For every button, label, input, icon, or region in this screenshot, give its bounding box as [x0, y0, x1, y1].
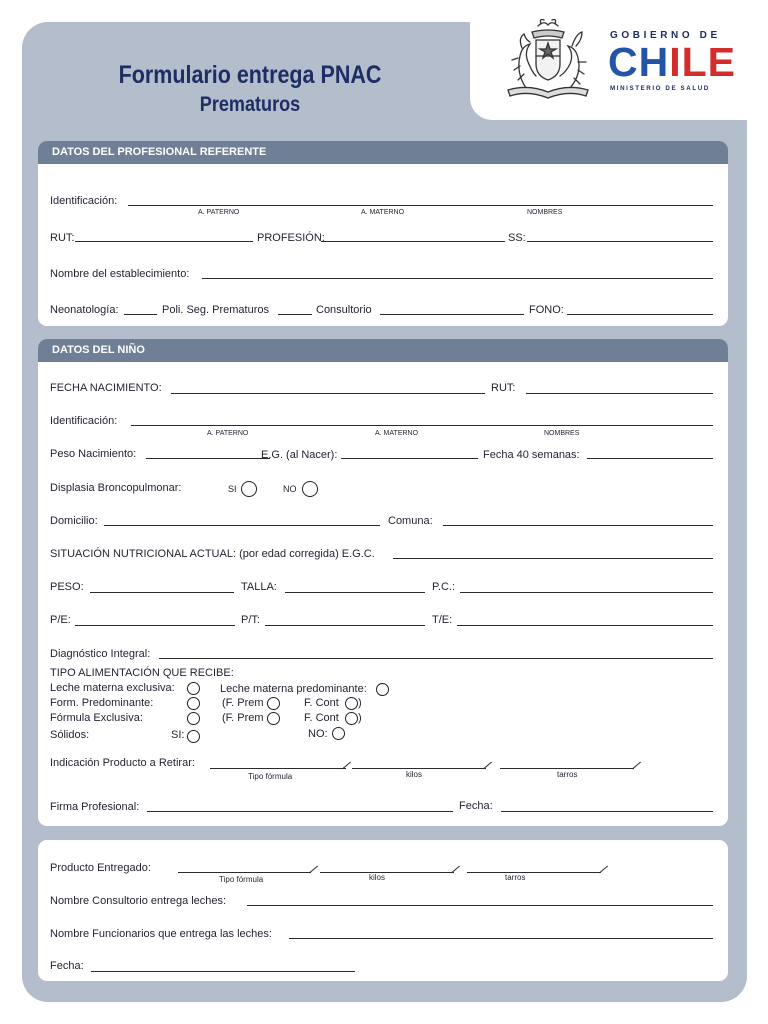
talla-input[interactable] — [285, 592, 425, 593]
neonatologia-input[interactable] — [124, 314, 157, 315]
separator-slash — [483, 762, 492, 770]
pe-input[interactable] — [75, 625, 235, 626]
label-fecha-nacimiento: FECHA NACIMIENTO: — [50, 382, 162, 394]
label-identificacion: Identificación: — [50, 195, 118, 207]
label-indicacion-producto: Indicación Producto a Retirar: — [50, 757, 195, 769]
separator-slash — [309, 866, 318, 874]
label-solidos-si: SI: — [171, 729, 185, 741]
leche-exclusiva-radio[interactable] — [187, 682, 200, 695]
section-title: DATOS DEL NIÑO — [52, 344, 145, 356]
identificacion-input[interactable] — [128, 205, 713, 206]
sub-paterno: A. PATERNO — [198, 209, 240, 216]
fprem-2-radio[interactable] — [267, 712, 280, 725]
chile-coat-of-arms-icon — [498, 18, 598, 100]
fecha-input[interactable] — [501, 811, 713, 812]
chile-wordmark — [608, 40, 736, 84]
label-te: T/E: — [432, 614, 453, 626]
label-pc: P.C.: — [432, 581, 456, 593]
label-fecha40: Fecha 40 semanas: — [483, 449, 580, 461]
label-fecha: Fecha: — [459, 800, 493, 812]
section-title: DATOS DEL PROFESIONAL REFERENTE — [52, 146, 267, 158]
producto-tipo-formula-input[interactable] — [178, 872, 311, 873]
fono-input[interactable] — [567, 314, 713, 315]
form-predominante-radio[interactable] — [187, 697, 200, 710]
fprem-1-radio[interactable] — [267, 697, 280, 710]
sub-nombres: NOMBRES — [527, 209, 563, 216]
label-form-predominante: Form. Predominante: — [50, 697, 154, 709]
displasia-no-radio[interactable] — [302, 481, 318, 497]
separator-slash — [451, 866, 460, 874]
label-pe: P/E: — [50, 614, 71, 626]
firma-profesional-input[interactable] — [147, 811, 453, 812]
close-paren-1: ) — [358, 697, 362, 709]
label-nombre-funcionarios: Nombre Funcionarios que entrega las leches: — [50, 928, 272, 940]
indicacion-tipo-formula-input[interactable] — [210, 768, 346, 769]
label-firma-profesional: Firma Profesional: — [50, 801, 140, 813]
label-fprem-2: (F. Prem — [222, 712, 264, 724]
label-displasia-no: NO — [283, 484, 297, 494]
te-input[interactable] — [457, 625, 713, 626]
nombre-funcionarios-input[interactable] — [289, 938, 713, 939]
label-fcont-2: F. Cont — [304, 712, 339, 724]
rut-input[interactable] — [75, 241, 253, 242]
identificacion-input[interactable] — [131, 425, 713, 426]
solidos-no-radio[interactable] — [332, 727, 345, 740]
label-rut: RUT: — [50, 232, 75, 244]
sub-tipo-formula: Tipo fórmula — [248, 772, 293, 781]
sub-nombres: NOMBRES — [544, 430, 580, 437]
ss-input[interactable] — [527, 241, 713, 242]
chile-wordmark-red: ILE — [669, 39, 737, 85]
section-nino — [38, 339, 728, 826]
close-paren-2: ) — [358, 712, 362, 724]
displasia-si-radio[interactable] — [241, 481, 257, 497]
label-ss: SS: — [508, 232, 526, 244]
diagnostico-input[interactable] — [159, 658, 713, 659]
fcont-1-radio[interactable] — [345, 697, 358, 710]
label-leche-exclusiva: Leche materna exclusiva: — [50, 682, 175, 694]
peso-nacimiento-input[interactable] — [146, 458, 270, 459]
domicilio-input[interactable] — [104, 525, 380, 526]
producto-kilos-input[interactable] — [320, 872, 454, 873]
sub-tarros: tarros — [557, 770, 578, 779]
label-peso-nacimiento: Peso Nacimiento: — [50, 448, 137, 460]
label-fono: FONO: — [529, 304, 564, 316]
page-subtitle: Prematuros — [199, 93, 301, 116]
label-producto-entregado: Producto Entregado: — [50, 862, 151, 874]
poli-input[interactable] — [278, 314, 312, 315]
pt-input[interactable] — [265, 625, 425, 626]
nombre-consultorio-input[interactable] — [247, 905, 713, 906]
label-rut: RUT: — [491, 382, 516, 394]
sub-paterno: A. PATERNO — [207, 430, 249, 437]
label-poli: Poli. Seg. Prematuros — [162, 304, 269, 316]
label-domicilio: Domicilio: — [50, 515, 98, 527]
label-fecha: Fecha: — [50, 960, 84, 972]
gobierno-logo — [498, 18, 737, 102]
form-title — [60, 63, 440, 115]
leche-predominante-radio[interactable] — [376, 683, 389, 696]
label-eg: E.G. (al Nacer): — [261, 449, 338, 461]
indicacion-tarros-input[interactable] — [500, 768, 634, 769]
label-comuna: Comuna: — [388, 515, 433, 527]
sub-materno: A. MATERNO — [361, 209, 405, 216]
separator-slash — [342, 762, 351, 770]
formula-exclusiva-radio[interactable] — [187, 712, 200, 725]
fecha40-input[interactable] — [587, 458, 713, 459]
label-pt: P/T: — [241, 614, 260, 626]
situacion-nutricional-input[interactable] — [393, 558, 713, 559]
label-solidos-no: NO: — [308, 728, 328, 740]
label-establecimiento: Nombre del establecimiento: — [50, 268, 190, 280]
label-fcont-1: F. Cont — [304, 697, 339, 709]
label-neonatologia: Neonatología: — [50, 304, 119, 316]
label-solidos: Sólidos: — [50, 729, 90, 741]
sub-kilos: kilos — [369, 873, 386, 882]
label-formula-exclusiva: Fórmula Exclusiva: — [50, 712, 143, 724]
comuna-input[interactable] — [443, 525, 713, 526]
sub-tipo-formula: Tipo fórmula — [219, 875, 264, 884]
fecha-nacimiento-input[interactable] — [171, 393, 485, 394]
section-profesional — [38, 141, 728, 326]
ministerio-text: MINISTERIO DE SALUD — [610, 85, 710, 92]
label-situacion-nutricional: SITUACIÓN NUTRICIONAL ACTUAL: (por edad corregida) E.G.C. — [50, 548, 375, 560]
sub-kilos: kilos — [406, 770, 423, 779]
sub-materno: A. MATERNO — [375, 430, 419, 437]
label-consultorio: Consultorio — [316, 304, 372, 316]
label-leche-predominante: Leche materna predominante: — [220, 683, 367, 695]
profesion-input[interactable] — [321, 241, 505, 242]
fcont-2-radio[interactable] — [345, 712, 358, 725]
label-nombre-consultorio: Nombre Consultorio entrega leches: — [50, 895, 227, 907]
fecha-entrega-input[interactable] — [91, 971, 355, 972]
separator-slash — [599, 866, 608, 874]
section-entrega — [38, 840, 728, 981]
eg-input[interactable] — [341, 458, 478, 459]
label-displasia-si: SI — [228, 484, 237, 494]
establecimiento-input[interactable] — [202, 278, 713, 279]
consultorio-input[interactable] — [380, 314, 524, 315]
sub-tarros: tarros — [505, 873, 526, 882]
separator-slash — [632, 762, 641, 770]
rut-input[interactable] — [526, 393, 713, 394]
section-header — [38, 141, 728, 164]
chile-wordmark-blue: CH — [608, 39, 670, 85]
label-profesion: PROFESIÓN: — [257, 232, 325, 244]
section-header — [38, 339, 728, 362]
label-peso: PESO: — [50, 581, 84, 593]
label-identificacion: Identificación: — [50, 415, 118, 427]
label-tipo-alimentacion: TIPO ALIMENTACIÓN QUE RECIBE: — [50, 667, 234, 679]
solidos-si-radio[interactable] — [187, 730, 200, 743]
gobierno-text: GOBIERNO DE — [610, 30, 721, 41]
label-displasia: Displasia Broncopulmonar: — [50, 482, 182, 494]
page-title: Formulario entrega PNAC — [118, 61, 382, 89]
label-talla: TALLA: — [241, 581, 277, 593]
pc-input[interactable] — [460, 592, 713, 593]
producto-tarros-input[interactable] — [467, 872, 601, 873]
peso-input[interactable] — [90, 592, 234, 593]
indicacion-kilos-input[interactable] — [352, 768, 486, 769]
label-diagnostico: Diagnóstico Integral: — [50, 648, 151, 660]
label-fprem-1: (F. Prem — [222, 697, 264, 709]
